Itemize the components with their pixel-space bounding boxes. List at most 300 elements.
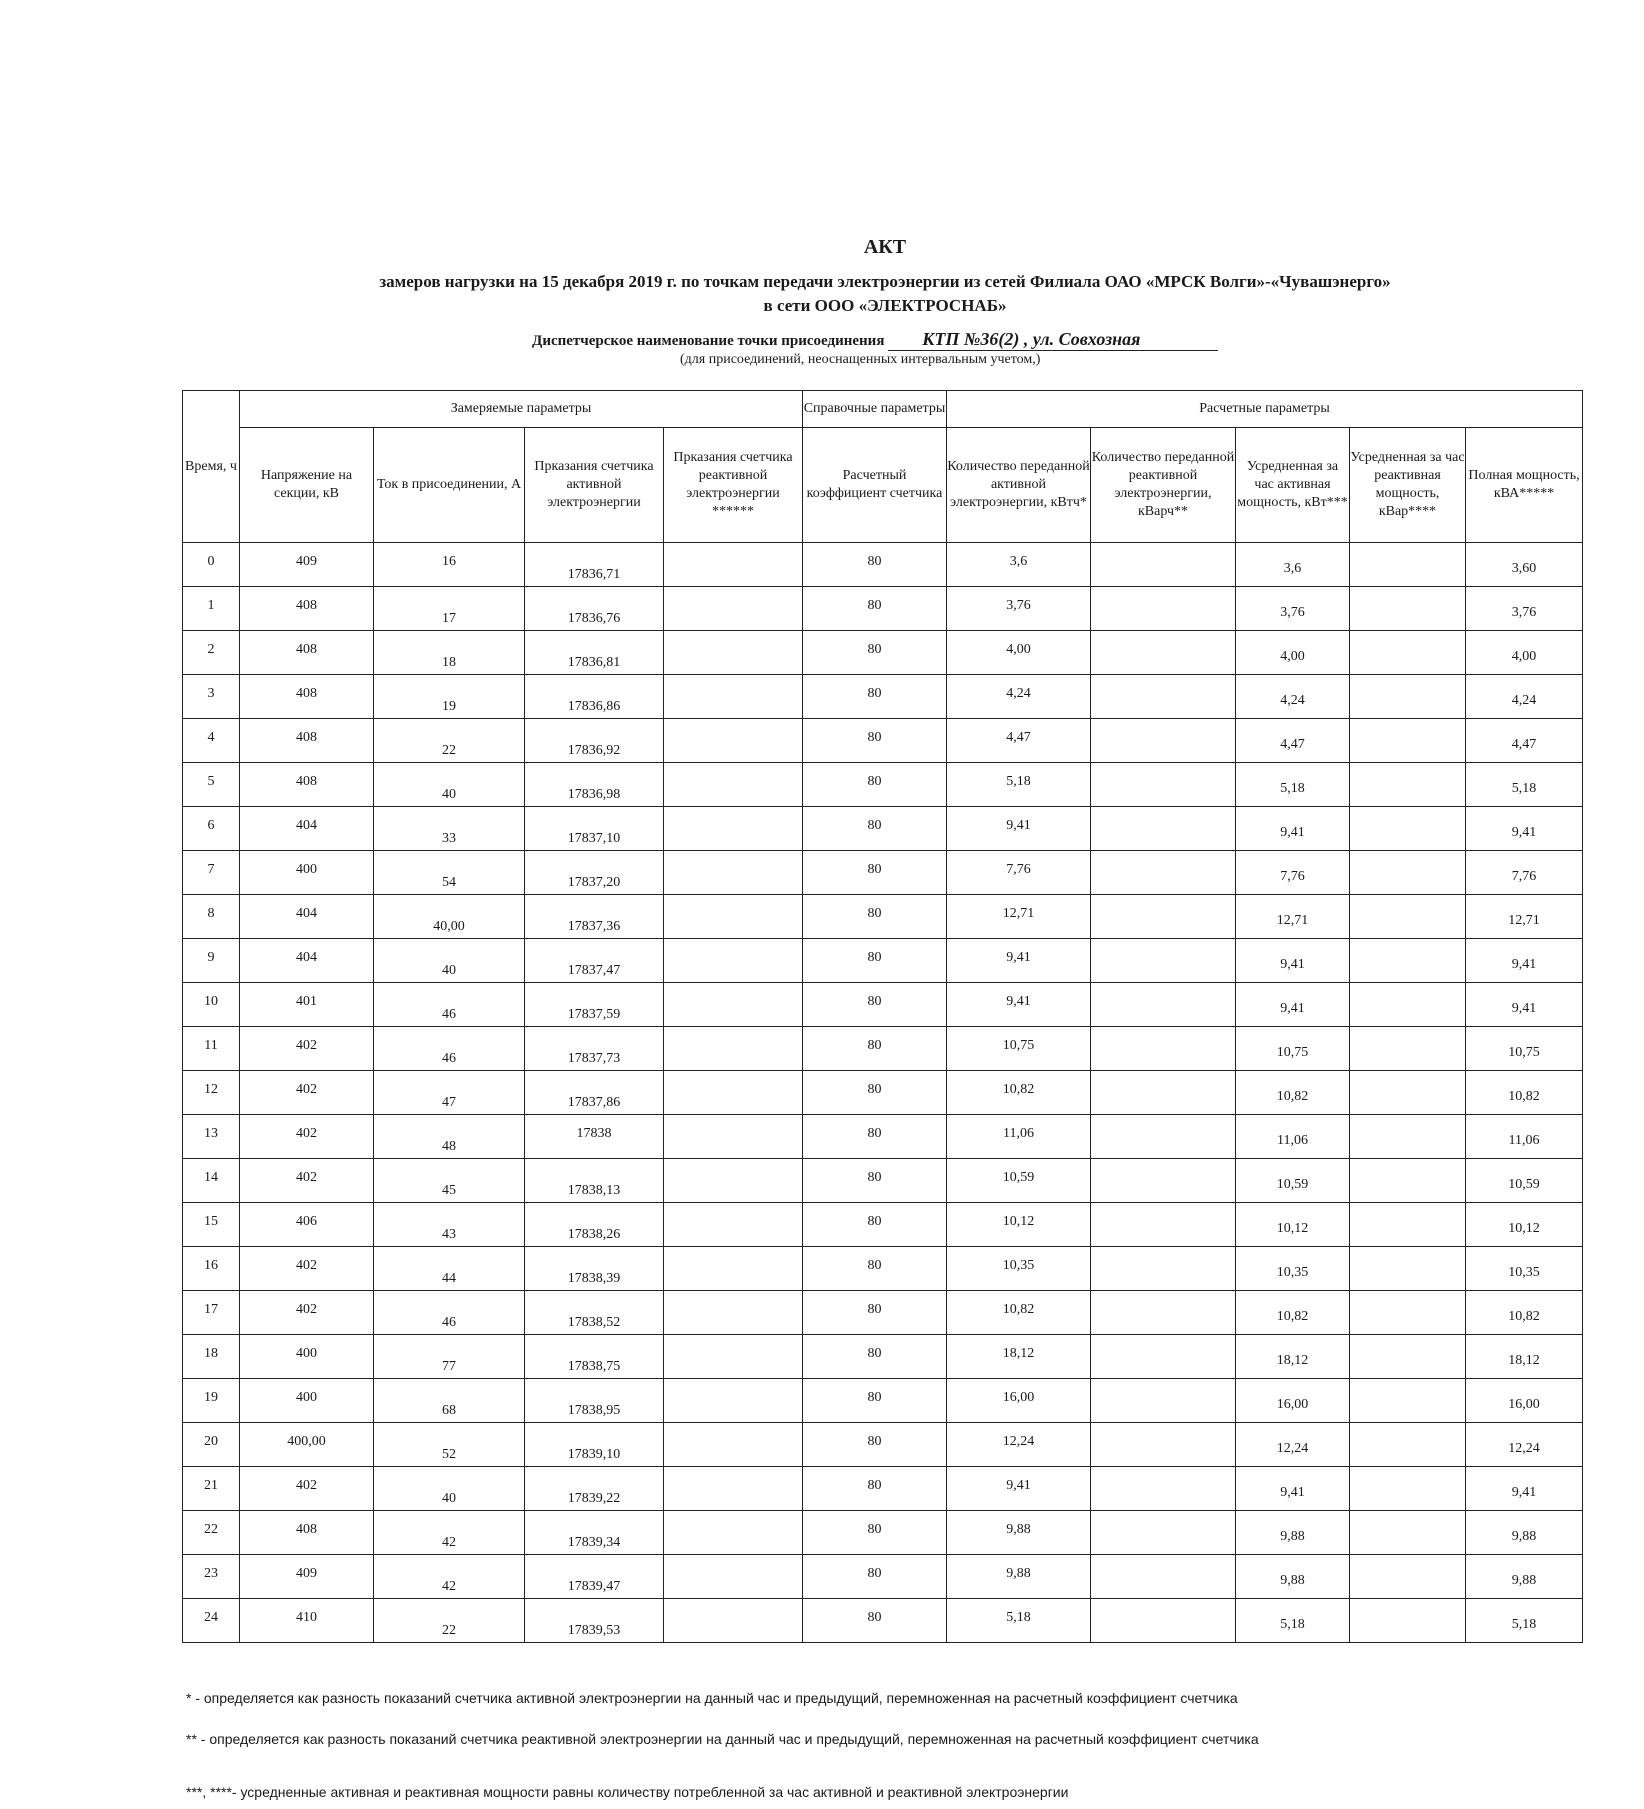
cell-reactive-energy xyxy=(1091,1027,1236,1071)
cell-reactive-power xyxy=(1350,1379,1466,1423)
cell-active-power xyxy=(1236,1423,1350,1467)
cell-time xyxy=(183,851,240,895)
table-row xyxy=(183,1335,1583,1379)
cell-time xyxy=(183,719,240,763)
cell-value: 17837,59 xyxy=(567,1007,621,1022)
cell-voltage xyxy=(240,939,374,983)
cell-active-power xyxy=(1236,1467,1350,1511)
cell-value: 6 xyxy=(207,818,215,833)
cell-value: 80 xyxy=(867,1522,882,1537)
cell-value: 80 xyxy=(867,730,882,745)
cell-value: 17837,73 xyxy=(567,1051,621,1066)
cell-value: 12,24 xyxy=(1002,1434,1035,1449)
cell-time xyxy=(183,1159,240,1203)
cell-value: 19 xyxy=(204,1390,218,1405)
cell-active-meter xyxy=(525,1467,664,1511)
cell-active-meter xyxy=(525,719,664,763)
cell-value: 17839,53 xyxy=(567,1623,621,1638)
cell-value: 21 xyxy=(204,1478,218,1493)
cell-coefficient xyxy=(803,587,947,631)
cell-time xyxy=(183,983,240,1027)
cell-active-energy xyxy=(947,587,1091,631)
cell-value: 9,41 xyxy=(1511,957,1537,972)
cell-apparent-power xyxy=(1466,1423,1583,1467)
group-reference-header: Справочные параметры xyxy=(803,391,947,428)
cell-current xyxy=(374,807,525,851)
column-header: Ток в присоединении, А xyxy=(374,428,525,543)
table-row xyxy=(183,543,1583,587)
cell-coefficient xyxy=(803,1423,947,1467)
cell-active-power xyxy=(1236,1511,1350,1555)
cell-voltage xyxy=(240,1071,374,1115)
cell-active-energy xyxy=(947,1159,1091,1203)
cell-reactive-meter xyxy=(664,631,803,675)
cell-active-energy xyxy=(947,1335,1091,1379)
cell-value: 400 xyxy=(296,1346,317,1361)
cell-reactive-power xyxy=(1350,895,1466,939)
cell-value: 17839,22 xyxy=(567,1491,621,1506)
cell-active-power xyxy=(1236,851,1350,895)
cell-value: 5,18 xyxy=(1511,1617,1537,1632)
cell-value: 12,24 xyxy=(1276,1441,1309,1456)
cell-active-meter xyxy=(525,1555,664,1599)
cell-voltage xyxy=(240,1159,374,1203)
cell-reactive-energy xyxy=(1091,1511,1236,1555)
cell-value: 10,75 xyxy=(1508,1045,1540,1060)
cell-reactive-meter xyxy=(664,587,803,631)
cell-value: 10,82 xyxy=(1002,1302,1035,1317)
cell-active-meter xyxy=(525,983,664,1027)
cell-reactive-meter xyxy=(664,719,803,763)
cell-coefficient xyxy=(803,719,947,763)
group-measured-header: Замеряемые параметры xyxy=(240,391,803,428)
cell-value: 4 xyxy=(207,730,215,745)
cell-current xyxy=(374,983,525,1027)
table-row xyxy=(183,1599,1583,1643)
cell-value: 42 xyxy=(442,1535,456,1550)
cell-value: 80 xyxy=(867,950,882,965)
cell-value: 17836,86 xyxy=(567,699,621,714)
cell-reactive-power xyxy=(1350,1027,1466,1071)
cell-value: 10,82 xyxy=(1508,1309,1540,1324)
connection-point xyxy=(532,329,1218,351)
cell-active-meter xyxy=(525,543,664,587)
cell-reactive-energy xyxy=(1091,1159,1236,1203)
table-row xyxy=(183,1027,1583,1071)
cell-active-meter xyxy=(525,939,664,983)
cell-value: 400 xyxy=(296,862,317,877)
table-row xyxy=(183,895,1583,939)
cell-value: 54 xyxy=(442,875,456,890)
cell-value: 80 xyxy=(867,906,882,921)
cell-time xyxy=(183,1115,240,1159)
cell-active-energy xyxy=(947,983,1091,1027)
cell-value: 23 xyxy=(204,1566,218,1581)
cell-voltage xyxy=(240,1115,374,1159)
cell-time xyxy=(183,1555,240,1599)
cell-reactive-meter xyxy=(664,1291,803,1335)
cell-value: 40 xyxy=(442,1491,456,1506)
cell-reactive-energy xyxy=(1091,1467,1236,1511)
cell-current xyxy=(374,1203,525,1247)
cell-reactive-power xyxy=(1350,807,1466,851)
cell-value: 7,76 xyxy=(1280,869,1305,884)
cell-active-energy xyxy=(947,1247,1091,1291)
cell-value: 9,41 xyxy=(1006,818,1031,833)
cell-active-energy xyxy=(947,1599,1091,1643)
cell-reactive-meter xyxy=(664,1511,803,1555)
table-row xyxy=(183,587,1583,631)
cell-current xyxy=(374,763,525,807)
cell-active-power xyxy=(1236,631,1350,675)
cell-value: 42 xyxy=(442,1579,456,1594)
cell-value: 402 xyxy=(296,1302,317,1317)
cell-value: 40 xyxy=(442,963,456,978)
cell-reactive-meter xyxy=(664,1335,803,1379)
cell-current xyxy=(374,1379,525,1423)
table-row xyxy=(183,719,1583,763)
cell-coefficient xyxy=(803,1071,947,1115)
cell-value: 18 xyxy=(204,1346,218,1361)
cell-value: 10,59 xyxy=(1276,1177,1309,1192)
cell-value: 40 xyxy=(442,787,456,802)
cell-reactive-power xyxy=(1350,983,1466,1027)
cell-active-power xyxy=(1236,1291,1350,1335)
cell-value: 17837,10 xyxy=(567,831,621,846)
cell-value: 408 xyxy=(296,774,317,789)
column-header: Количество переданной активной электроэнергии, кВтч* xyxy=(947,428,1091,543)
cell-time xyxy=(183,939,240,983)
cell-active-meter xyxy=(525,1511,664,1555)
cell-reactive-energy xyxy=(1091,719,1236,763)
cell-reactive-meter xyxy=(664,1159,803,1203)
table-row xyxy=(183,675,1583,719)
cell-active-meter xyxy=(525,1379,664,1423)
table-row xyxy=(183,1247,1583,1291)
cell-value: 17838,95 xyxy=(567,1403,621,1418)
cell-value: 3,76 xyxy=(1006,598,1031,613)
cell-current xyxy=(374,1247,525,1291)
cell-value: 68 xyxy=(442,1403,456,1418)
cell-value: 4,00 xyxy=(1006,642,1031,657)
cell-active-energy xyxy=(947,763,1091,807)
cell-value: 8 xyxy=(207,906,215,921)
cell-active-energy xyxy=(947,807,1091,851)
cell-time xyxy=(183,763,240,807)
connection-point-label: Диспетчерское наименование точки присоединения xyxy=(532,333,885,349)
cell-reactive-energy xyxy=(1091,587,1236,631)
cell-reactive-power xyxy=(1350,1291,1466,1335)
cell-value: 10,75 xyxy=(1002,1038,1035,1053)
cell-value: 80 xyxy=(867,774,882,789)
cell-active-energy xyxy=(947,895,1091,939)
cell-active-energy xyxy=(947,719,1091,763)
cell-value: 9,88 xyxy=(1280,1529,1305,1544)
cell-value: 22 xyxy=(204,1522,218,1537)
cell-reactive-meter xyxy=(664,1027,803,1071)
cell-value: 12,24 xyxy=(1508,1441,1540,1456)
cell-apparent-power xyxy=(1466,1511,1583,1555)
cell-coefficient xyxy=(803,1027,947,1071)
cell-value: 9,41 xyxy=(1511,825,1537,840)
cell-current xyxy=(374,631,525,675)
cell-active-meter xyxy=(525,807,664,851)
cell-voltage xyxy=(240,1511,374,1555)
cell-coefficient xyxy=(803,851,947,895)
cell-reactive-meter xyxy=(664,1423,803,1467)
cell-reactive-power xyxy=(1350,939,1466,983)
cell-voltage xyxy=(240,807,374,851)
cell-apparent-power xyxy=(1466,587,1583,631)
cell-value: 17836,71 xyxy=(567,567,621,582)
cell-active-meter xyxy=(525,895,664,939)
cell-apparent-power xyxy=(1466,1555,1583,1599)
cell-value: 80 xyxy=(867,1170,882,1185)
cell-reactive-energy xyxy=(1091,895,1236,939)
cell-value: 10,82 xyxy=(1276,1089,1309,1104)
cell-reactive-power xyxy=(1350,1203,1466,1247)
cell-apparent-power xyxy=(1466,1599,1583,1643)
cell-apparent-power xyxy=(1466,1071,1583,1115)
cell-value: 4,24 xyxy=(1006,686,1031,701)
cell-value: 17837,20 xyxy=(567,875,621,890)
cell-time xyxy=(183,1335,240,1379)
cell-value: 46 xyxy=(442,1051,456,1066)
cell-value: 80 xyxy=(867,1390,882,1405)
cell-coefficient xyxy=(803,631,947,675)
cell-voltage xyxy=(240,1027,374,1071)
cell-time xyxy=(183,631,240,675)
cell-value: 10,35 xyxy=(1002,1258,1035,1273)
cell-value: 80 xyxy=(867,862,882,877)
cell-value: 80 xyxy=(867,642,882,657)
cell-coefficient xyxy=(803,763,947,807)
cell-current xyxy=(374,939,525,983)
cell-value: 17838 xyxy=(576,1126,612,1141)
cell-voltage xyxy=(240,1247,374,1291)
connection-point-value: КТП №36(2) , ул. Совхозная xyxy=(888,329,1218,351)
column-header: Полная мощность, кВА***** xyxy=(1466,428,1583,543)
cell-reactive-power xyxy=(1350,851,1466,895)
cell-active-energy xyxy=(947,851,1091,895)
cell-reactive-power xyxy=(1350,675,1466,719)
cell-value: 3 xyxy=(207,686,215,701)
cell-time xyxy=(183,587,240,631)
cell-value: 80 xyxy=(867,1302,882,1317)
cell-reactive-energy xyxy=(1091,675,1236,719)
cell-value: 5,18 xyxy=(1280,1617,1305,1632)
column-header: Прказания счетчика реактивной электроэнергии ****** xyxy=(664,428,803,543)
cell-apparent-power xyxy=(1466,675,1583,719)
cell-value: 10,82 xyxy=(1508,1089,1540,1104)
column-header: Усредненная за час активная мощность, кВт*** xyxy=(1236,428,1350,543)
cell-value: 9,41 xyxy=(1511,1485,1537,1500)
cell-value: 80 xyxy=(867,686,882,701)
cell-active-energy xyxy=(947,1203,1091,1247)
cell-time xyxy=(183,1291,240,1335)
cell-active-power xyxy=(1236,587,1350,631)
cell-voltage xyxy=(240,895,374,939)
document-title: АКТ xyxy=(863,236,907,258)
cell-value: 17837,47 xyxy=(567,963,621,978)
cell-value: 400 xyxy=(296,1390,317,1405)
cell-value: 404 xyxy=(296,818,317,833)
cell-value: 47 xyxy=(442,1095,456,1110)
cell-value: 40,00 xyxy=(433,919,465,934)
cell-apparent-power xyxy=(1466,719,1583,763)
cell-value: 17 xyxy=(204,1302,218,1317)
table-row xyxy=(183,763,1583,807)
cell-current xyxy=(374,1511,525,1555)
cell-active-energy xyxy=(947,1467,1091,1511)
cell-apparent-power xyxy=(1466,851,1583,895)
cell-reactive-power xyxy=(1350,631,1466,675)
cell-reactive-meter xyxy=(664,543,803,587)
cell-time xyxy=(183,1071,240,1115)
cell-voltage xyxy=(240,1379,374,1423)
cell-value: 9,41 xyxy=(1006,950,1031,965)
cell-value: 5,18 xyxy=(1006,1610,1031,1625)
cell-value: 4,47 xyxy=(1006,730,1031,745)
table-row xyxy=(183,851,1583,895)
cell-value: 9,88 xyxy=(1280,1573,1305,1588)
cell-value: 17836,81 xyxy=(567,655,621,670)
cell-value: 404 xyxy=(296,950,317,965)
cell-value: 9 xyxy=(207,950,215,965)
cell-reactive-power xyxy=(1350,1247,1466,1291)
cell-value: 4,24 xyxy=(1280,693,1305,708)
cell-active-power xyxy=(1236,1027,1350,1071)
cell-voltage xyxy=(240,1555,374,1599)
cell-value: 4,47 xyxy=(1511,737,1537,752)
cell-reactive-energy xyxy=(1091,807,1236,851)
cell-active-meter xyxy=(525,631,664,675)
cell-current xyxy=(374,851,525,895)
cell-value: 22 xyxy=(442,1623,456,1638)
cell-apparent-power xyxy=(1466,939,1583,983)
cell-value: 4,24 xyxy=(1511,693,1537,708)
cell-active-meter xyxy=(525,587,664,631)
cell-reactive-meter xyxy=(664,675,803,719)
cell-reactive-meter xyxy=(664,1599,803,1643)
column-header: Количество переданной реактивной электроэнергии, кВарч** xyxy=(1091,428,1236,543)
cell-value: 10,35 xyxy=(1508,1265,1540,1280)
cell-value: 80 xyxy=(867,554,882,569)
table-row xyxy=(183,631,1583,675)
cell-value: 408 xyxy=(296,1522,317,1537)
cell-value: 1 xyxy=(207,598,215,613)
cell-value: 43 xyxy=(442,1227,456,1242)
cell-value: 11 xyxy=(204,1038,218,1053)
cell-reactive-energy xyxy=(1091,851,1236,895)
cell-apparent-power xyxy=(1466,1467,1583,1511)
subtitle-line-2: в сети ООО «ЭЛЕКТРОСНАБ» xyxy=(763,296,1007,315)
cell-value: 7,76 xyxy=(1511,869,1537,884)
cell-reactive-energy xyxy=(1091,763,1236,807)
cell-apparent-power xyxy=(1466,1291,1583,1335)
table-row xyxy=(183,1511,1583,1555)
cell-value: 2 xyxy=(207,642,215,657)
cell-active-power xyxy=(1236,1115,1350,1159)
cell-reactive-energy xyxy=(1091,1071,1236,1115)
cell-reactive-meter xyxy=(664,1247,803,1291)
cell-reactive-power xyxy=(1350,1555,1466,1599)
cell-reactive-energy xyxy=(1091,1335,1236,1379)
cell-value: 10,12 xyxy=(1276,1221,1309,1236)
cell-active-power xyxy=(1236,1555,1350,1599)
cell-voltage xyxy=(240,983,374,1027)
footnote-3: ***, ****- усредненные активная и реактивная мощности равны количеству потребленной за час активной и реактивной электроэнергии xyxy=(186,1784,1069,1800)
cell-current xyxy=(374,543,525,587)
cell-value: 80 xyxy=(867,1126,882,1141)
cell-value: 11,06 xyxy=(1003,1126,1034,1141)
cell-time xyxy=(183,1467,240,1511)
cell-value: 22 xyxy=(442,743,456,758)
column-header: Напряжение на секции, кВ xyxy=(240,428,374,543)
cell-value: 0 xyxy=(207,554,215,569)
cell-voltage xyxy=(240,675,374,719)
cell-active-power xyxy=(1236,1071,1350,1115)
cell-reactive-power xyxy=(1350,1511,1466,1555)
cell-active-energy xyxy=(947,675,1091,719)
cell-value: 402 xyxy=(296,1170,317,1185)
cell-active-power xyxy=(1236,763,1350,807)
cell-active-power xyxy=(1236,1599,1350,1643)
table-row xyxy=(183,1115,1583,1159)
cell-value: 402 xyxy=(296,1126,317,1141)
cell-value: 3,76 xyxy=(1280,605,1305,620)
cell-value: 14 xyxy=(204,1170,218,1185)
cell-value: 16 xyxy=(442,554,456,569)
table-row xyxy=(183,1071,1583,1115)
cell-apparent-power xyxy=(1466,1379,1583,1423)
footnote-2: ** - определяется как разность показаний счетчика реактивной электроэнергии на данный час и предыдущий, перемноженная на расчетный коэффициент счетчика xyxy=(186,1731,1259,1747)
cell-value: 402 xyxy=(296,1038,317,1053)
cell-reactive-meter xyxy=(664,1203,803,1247)
cell-value: 9,41 xyxy=(1006,994,1031,1009)
cell-active-meter xyxy=(525,1423,664,1467)
cell-active-power xyxy=(1236,1203,1350,1247)
cell-time xyxy=(183,1599,240,1643)
cell-time xyxy=(183,1511,240,1555)
cell-current xyxy=(374,719,525,763)
time-header: Время, ч xyxy=(183,391,240,543)
cell-active-meter xyxy=(525,1071,664,1115)
cell-reactive-meter xyxy=(664,807,803,851)
table-row xyxy=(183,1291,1583,1335)
cell-value: 17839,34 xyxy=(567,1535,621,1550)
cell-value: 17838,75 xyxy=(567,1359,621,1374)
table-row xyxy=(183,1379,1583,1423)
cell-value: 10,75 xyxy=(1276,1045,1309,1060)
cell-value: 11,06 xyxy=(1277,1133,1308,1148)
cell-value: 46 xyxy=(442,1007,456,1022)
cell-value: 17837,86 xyxy=(567,1095,621,1110)
cell-apparent-power xyxy=(1466,1027,1583,1071)
cell-value: 45 xyxy=(442,1183,456,1198)
cell-value: 4,00 xyxy=(1280,649,1305,664)
cell-value: 9,41 xyxy=(1511,1001,1537,1016)
cell-value: 3,6 xyxy=(1283,561,1302,576)
cell-active-power xyxy=(1236,1159,1350,1203)
cell-coefficient xyxy=(803,1467,947,1511)
cell-value: 9,41 xyxy=(1006,1478,1031,1493)
cell-reactive-power xyxy=(1350,1159,1466,1203)
cell-apparent-power xyxy=(1466,543,1583,587)
cell-value: 46 xyxy=(442,1315,456,1330)
cell-reactive-power xyxy=(1350,1599,1466,1643)
cell-value: 5,18 xyxy=(1280,781,1305,796)
